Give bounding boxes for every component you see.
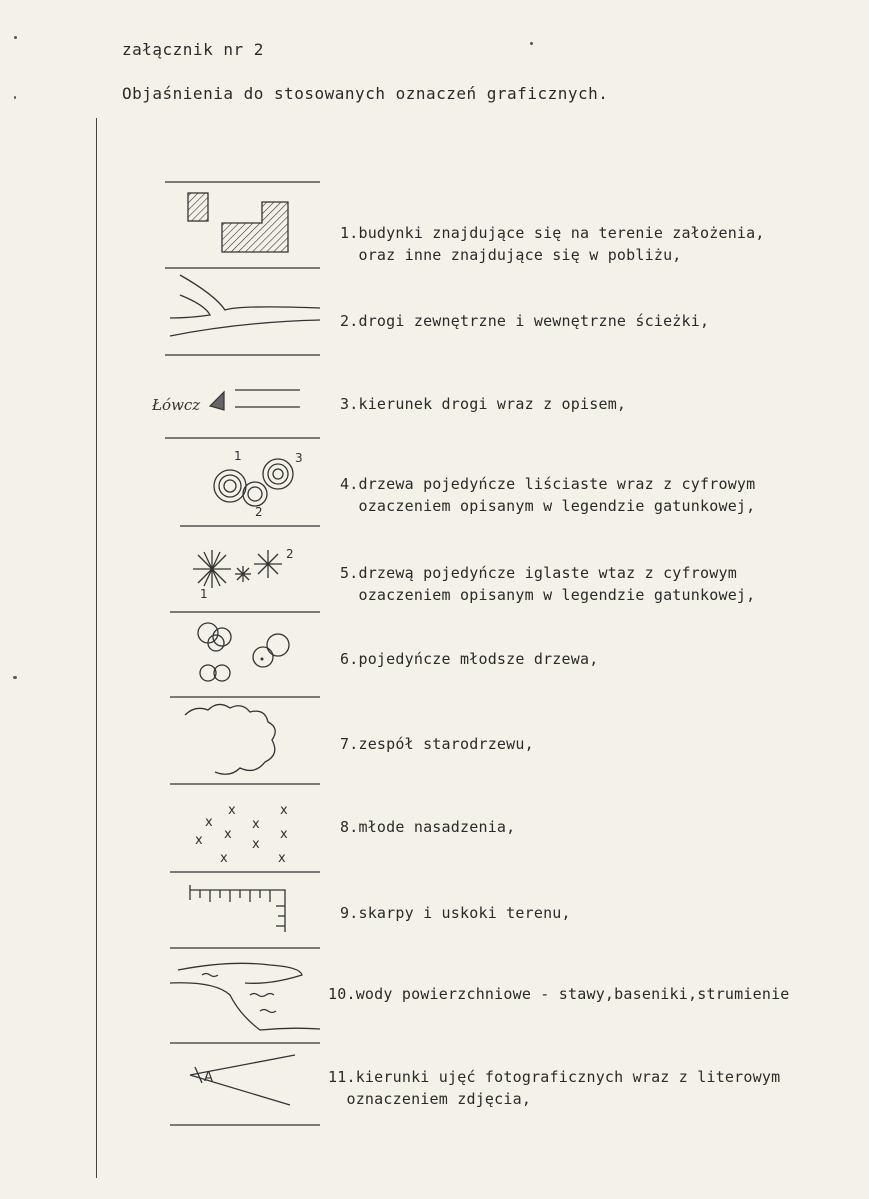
roads-icon — [140, 270, 340, 360]
photo-letter: A — [204, 1070, 213, 1085]
legend-item-8-line-1: 8.młode nasadzenia, — [340, 818, 516, 836]
legend-item-1-line-2: oraz inne znajdujące się w pobliżu, — [340, 246, 682, 264]
svg-text:x: x — [278, 851, 286, 866]
speck — [530, 42, 533, 45]
attachment-label: załącznik nr 2 — [122, 40, 264, 59]
photo-direction-icon — [140, 1045, 340, 1135]
svg-text:x: x — [252, 817, 260, 832]
handwritten-label: Łówcz — [152, 396, 201, 414]
svg-text:3: 3 — [295, 451, 303, 465]
svg-text:1: 1 — [200, 587, 208, 601]
legend-item-4-line-1: 4.drzewa pojedyńcze liściaste wraz z cyfrowym — [340, 475, 756, 493]
svg-text:x: x — [252, 837, 260, 852]
svg-text:x: x — [280, 827, 288, 842]
legend-item-3-line-1: 3.kierunek drogi wraz z opisem, — [340, 395, 627, 413]
legend-item-5-line-2: ozaczeniem opisanym w legendzie gatunkowej, — [340, 586, 756, 604]
svg-text:1: 1 — [234, 449, 242, 463]
legend-item-4-line-2: ozaczeniem opisanym w legendzie gatunkowej, — [340, 497, 756, 515]
buildings-icon — [140, 180, 340, 270]
road-direction-icon — [140, 380, 340, 440]
legend-item-10-line-1: 10.wody powierzchniowe - stawy,baseniki,strumienie — [328, 985, 790, 1003]
legend-item-2-line-1: 2.drogi zewnętrzne i wewnętrzne ścieżki, — [340, 312, 710, 330]
margin-line — [96, 118, 97, 1178]
legend-item-6-line-1: 6.pojedyńcze młodsze drzewa, — [340, 650, 599, 668]
legend-item-5-line-1: 5.drzewą pojedyńcze iglaste wtaz z cyfrowym — [340, 564, 737, 582]
surface-water-icon — [140, 955, 340, 1045]
legend-item-11-line-2: oznaczeniem zdjęcia, — [328, 1090, 532, 1108]
svg-text:2: 2 — [286, 547, 294, 561]
conifer-trees-icon — [140, 540, 340, 615]
svg-text:x: x — [220, 851, 228, 866]
slopes-icon — [140, 880, 340, 950]
svg-text:x: x — [195, 833, 203, 848]
old-tree-group-icon — [140, 700, 340, 790]
legend-item-1-line-1: 1.budynki znajdujące się na terenie założenia, — [340, 224, 765, 242]
svg-text:2: 2 — [255, 505, 263, 519]
legend-item-9-line-1: 9.skarpy i uskoki terenu, — [340, 904, 571, 922]
page-title: Objaśnienia do stosowanych oznaczeń graficznych. — [122, 84, 609, 103]
svg-text:x: x — [205, 815, 213, 830]
legend-item-11-line-1: 11.kierunki ujęć fotograficznych wraz z literowym — [328, 1068, 781, 1086]
svg-text:x: x — [228, 803, 236, 818]
svg-text:x: x — [280, 803, 288, 818]
legend-item-7-line-1: 7.zespół starodrzewu, — [340, 735, 534, 753]
svg-text:x: x — [224, 827, 232, 842]
deciduous-trees-icon — [140, 448, 340, 528]
speck — [14, 36, 17, 39]
young-plantings-icon — [140, 800, 340, 870]
speck — [14, 96, 16, 99]
speck — [13, 676, 17, 679]
young-trees-icon — [140, 615, 340, 700]
